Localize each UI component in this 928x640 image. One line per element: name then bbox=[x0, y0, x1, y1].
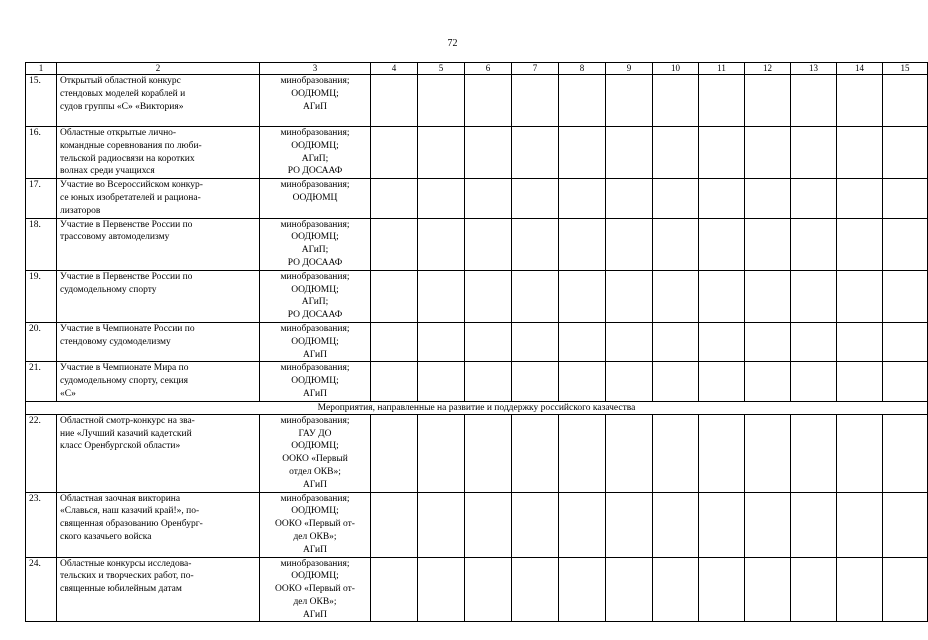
row-number: 16. bbox=[26, 127, 57, 179]
responsible-org-line: АГиП bbox=[303, 349, 327, 360]
header-cell: 10 bbox=[653, 63, 699, 75]
row-number: 22. bbox=[26, 414, 57, 492]
empty-cell bbox=[883, 322, 928, 361]
header-cell: 14 bbox=[837, 63, 883, 75]
responsible-org-line: минобразования; bbox=[280, 128, 350, 138]
empty-cell bbox=[465, 492, 512, 557]
event-name bbox=[57, 75, 260, 127]
responsible-org-line: АГиП bbox=[303, 544, 327, 555]
responsible-org-line: АГиП; bbox=[301, 245, 329, 256]
responsible-org-line: ГАУ ДО bbox=[298, 428, 332, 439]
empty-cell bbox=[512, 557, 559, 622]
empty-cell bbox=[606, 414, 653, 492]
responsible-org-line: АГиП; bbox=[301, 153, 329, 164]
responsible-org-line: АГиП bbox=[303, 388, 327, 399]
responsible-org-line: минобразования; bbox=[280, 323, 350, 334]
responsible-org-line: АГиП; bbox=[301, 297, 329, 308]
responsible-org-line: минобразования; bbox=[280, 76, 350, 86]
event-name-line: судомодельному спорту, секция bbox=[60, 376, 188, 387]
empty-cell bbox=[371, 492, 418, 557]
empty-cell bbox=[559, 322, 606, 361]
event-name-line: «Славься, наш казачий край!», по- bbox=[60, 506, 200, 517]
event-name bbox=[57, 127, 260, 179]
table-row bbox=[26, 75, 928, 127]
empty-cell bbox=[559, 75, 606, 127]
event-name-line: трассовому автомоделизму bbox=[60, 232, 170, 243]
empty-cell bbox=[559, 557, 606, 622]
empty-cell bbox=[465, 322, 512, 361]
responsible-orgs bbox=[260, 75, 371, 127]
event-name bbox=[57, 270, 260, 322]
empty-cell bbox=[465, 179, 512, 218]
responsible-org-line: минобразования; bbox=[280, 493, 350, 504]
row-number: 15. bbox=[26, 75, 57, 127]
header-cell: 9 bbox=[606, 63, 653, 75]
empty-cell bbox=[699, 362, 745, 401]
empty-cell bbox=[559, 492, 606, 557]
empty-cell bbox=[418, 179, 465, 218]
responsible-orgs bbox=[260, 362, 371, 401]
event-name-line: Участие в Чемпионате России по bbox=[60, 323, 195, 334]
responsible-org-line: ООКО «Первый от- bbox=[275, 519, 355, 530]
empty-cell bbox=[791, 322, 837, 361]
event-name-line: стендовых моделей кораблей и bbox=[60, 88, 186, 99]
empty-cell bbox=[559, 179, 606, 218]
responsible-org-line: ООДЮМЦ; bbox=[291, 571, 339, 582]
event-name-line: волнах среди учащихся bbox=[60, 166, 155, 177]
empty-cell bbox=[791, 75, 837, 127]
event-name-line: священные юбилейным датам bbox=[60, 584, 182, 595]
responsible-org-line: АГиП bbox=[303, 479, 327, 490]
empty-cell bbox=[699, 414, 745, 492]
empty-cell bbox=[371, 557, 418, 622]
event-name-line: судов группы «С» «Виктория» bbox=[60, 101, 184, 112]
responsible-org-line: минобразования; bbox=[280, 271, 350, 282]
empty-cell bbox=[512, 414, 559, 492]
header-cell: 4 bbox=[371, 63, 418, 75]
empty-cell bbox=[653, 322, 699, 361]
header-cell: 1 bbox=[26, 63, 57, 75]
empty-cell bbox=[837, 179, 883, 218]
empty-cell bbox=[371, 414, 418, 492]
event-name bbox=[57, 218, 260, 270]
event-name-line: Участие в Чемпионате Мира по bbox=[60, 363, 189, 374]
empty-cell bbox=[512, 362, 559, 401]
empty-cell bbox=[371, 127, 418, 179]
row-number: 17. bbox=[26, 179, 57, 218]
empty-cell bbox=[653, 362, 699, 401]
responsible-org-line: ООКО «Первый от- bbox=[275, 584, 355, 595]
row-number: 24. bbox=[26, 557, 57, 622]
empty-cell bbox=[653, 270, 699, 322]
event-name bbox=[57, 414, 260, 492]
event-name-line: Областная заочная викторина bbox=[60, 493, 181, 504]
responsible-org-line: ООДЮМЦ; bbox=[291, 284, 339, 295]
empty-cell bbox=[837, 218, 883, 270]
empty-cell bbox=[883, 492, 928, 557]
empty-cell bbox=[883, 557, 928, 622]
empty-cell bbox=[837, 322, 883, 361]
empty-cell bbox=[837, 75, 883, 127]
responsible-org-line: дел ОКВ»; bbox=[293, 531, 337, 542]
event-name bbox=[57, 362, 260, 401]
empty-cell bbox=[512, 218, 559, 270]
empty-cell bbox=[512, 179, 559, 218]
event-name-line: Участие в Первенстве России по bbox=[60, 271, 193, 282]
responsible-org-line: минобразования; bbox=[280, 558, 350, 569]
empty-cell bbox=[418, 270, 465, 322]
table-row bbox=[26, 362, 928, 401]
empty-cell bbox=[371, 218, 418, 270]
empty-cell bbox=[418, 414, 465, 492]
event-name-line: лизаторов bbox=[60, 205, 101, 216]
header-cell: 5 bbox=[418, 63, 465, 75]
header-cell: 2 bbox=[57, 63, 260, 75]
header-cell: 12 bbox=[745, 63, 791, 75]
event-name-line: Областной смотр-конкурс на зва- bbox=[60, 415, 195, 426]
activities-table bbox=[25, 62, 928, 622]
responsible-org-line: ООДЮМЦ; bbox=[291, 336, 339, 347]
empty-cell bbox=[465, 75, 512, 127]
event-name bbox=[57, 322, 260, 361]
empty-cell bbox=[745, 179, 791, 218]
empty-cell bbox=[699, 322, 745, 361]
table-row bbox=[26, 322, 928, 361]
empty-cell bbox=[418, 362, 465, 401]
empty-cell bbox=[883, 127, 928, 179]
empty-cell bbox=[791, 270, 837, 322]
responsible-orgs bbox=[260, 557, 371, 622]
empty-cell bbox=[837, 557, 883, 622]
empty-cell bbox=[418, 492, 465, 557]
empty-cell bbox=[699, 270, 745, 322]
row-number: 20. bbox=[26, 322, 57, 361]
empty-cell bbox=[883, 75, 928, 127]
header-cell: 6 bbox=[465, 63, 512, 75]
responsible-org-line: отдел ОКВ»; bbox=[289, 466, 341, 477]
empty-cell bbox=[699, 75, 745, 127]
empty-cell bbox=[418, 557, 465, 622]
empty-cell bbox=[559, 270, 606, 322]
empty-cell bbox=[371, 75, 418, 127]
row-number: 23. bbox=[26, 492, 57, 557]
empty-cell bbox=[653, 557, 699, 622]
event-name-line: Областные открытые лично- bbox=[60, 128, 177, 138]
empty-cell bbox=[559, 218, 606, 270]
empty-cell bbox=[883, 218, 928, 270]
empty-cell bbox=[512, 270, 559, 322]
empty-cell bbox=[745, 127, 791, 179]
table-row bbox=[26, 414, 928, 492]
empty-cell bbox=[653, 127, 699, 179]
empty-cell bbox=[465, 362, 512, 401]
empty-cell bbox=[465, 218, 512, 270]
responsible-org-line: РО ДОСААФ bbox=[287, 310, 343, 321]
empty-cell bbox=[512, 127, 559, 179]
empty-cell bbox=[791, 362, 837, 401]
responsible-orgs bbox=[260, 270, 371, 322]
empty-cell bbox=[745, 322, 791, 361]
responsible-org-line: ООКО «Первый bbox=[282, 454, 348, 465]
empty-cell bbox=[883, 414, 928, 492]
empty-cell bbox=[653, 414, 699, 492]
empty-cell bbox=[745, 270, 791, 322]
empty-cell bbox=[837, 270, 883, 322]
empty-cell bbox=[837, 492, 883, 557]
empty-cell bbox=[745, 75, 791, 127]
empty-cell bbox=[745, 414, 791, 492]
empty-cell bbox=[465, 414, 512, 492]
empty-cell bbox=[418, 75, 465, 127]
empty-cell bbox=[745, 218, 791, 270]
empty-cell bbox=[465, 270, 512, 322]
header-cell: 11 bbox=[699, 63, 745, 75]
responsible-orgs bbox=[260, 492, 371, 557]
empty-cell bbox=[465, 127, 512, 179]
empty-cell bbox=[371, 270, 418, 322]
empty-cell bbox=[653, 218, 699, 270]
responsible-org-line: минобразования; bbox=[280, 180, 350, 191]
empty-cell bbox=[883, 362, 928, 401]
row-number: 19. bbox=[26, 270, 57, 322]
event-name-line: ского казачьего войска bbox=[60, 531, 152, 542]
table-row bbox=[26, 218, 928, 270]
page-number: 72 bbox=[447, 38, 458, 49]
header-row bbox=[26, 63, 928, 75]
header-cell: 15 bbox=[883, 63, 928, 75]
event-name bbox=[57, 179, 260, 218]
event-name-line: Участие в Первенстве России по bbox=[60, 219, 193, 230]
empty-cell bbox=[837, 127, 883, 179]
row-number: 21. bbox=[26, 362, 57, 401]
event-name-line: священная образованию Оренбург- bbox=[60, 519, 203, 530]
event-name bbox=[57, 557, 260, 622]
empty-cell bbox=[883, 179, 928, 218]
event-name-line: Участие во Всероссийском конкур- bbox=[60, 180, 203, 191]
event-name-line: судомодельному спорту bbox=[60, 284, 157, 295]
empty-cell bbox=[512, 75, 559, 127]
empty-cell bbox=[791, 179, 837, 218]
empty-cell bbox=[371, 322, 418, 361]
section-title: Мероприятия, направленные на развитие и поддержку российского казачества bbox=[26, 401, 928, 414]
header-cell: 7 bbox=[512, 63, 559, 75]
empty-cell bbox=[418, 322, 465, 361]
empty-cell bbox=[606, 127, 653, 179]
empty-cell bbox=[371, 362, 418, 401]
responsible-org-line: АГиП bbox=[303, 609, 327, 620]
empty-cell bbox=[791, 218, 837, 270]
event-name-line: стендовому судомоделизму bbox=[60, 336, 171, 347]
header-cell: 8 bbox=[559, 63, 606, 75]
table-row bbox=[26, 127, 928, 179]
responsible-orgs bbox=[260, 414, 371, 492]
header-cell: 3 bbox=[260, 63, 371, 75]
empty-cell bbox=[606, 492, 653, 557]
responsible-orgs bbox=[260, 127, 371, 179]
empty-cell bbox=[606, 75, 653, 127]
event-name-line: командные соревнования по люби- bbox=[60, 140, 202, 151]
header-cell: 13 bbox=[791, 63, 837, 75]
responsible-org-line: АГиП bbox=[303, 101, 327, 112]
event-name-line: класс Оренбургской области» bbox=[60, 441, 181, 452]
empty-cell bbox=[653, 492, 699, 557]
empty-cell bbox=[606, 362, 653, 401]
empty-cell bbox=[837, 414, 883, 492]
responsible-org-line: РО ДОСААФ bbox=[287, 257, 343, 268]
empty-cell bbox=[512, 322, 559, 361]
empty-cell bbox=[559, 362, 606, 401]
table-row bbox=[26, 179, 928, 218]
responsible-org-line: ООДЮМЦ bbox=[292, 192, 338, 203]
responsible-org-line: ООДЮМЦ; bbox=[291, 88, 339, 99]
empty-cell bbox=[418, 127, 465, 179]
empty-cell bbox=[791, 557, 837, 622]
responsible-orgs bbox=[260, 218, 371, 270]
empty-cell bbox=[418, 218, 465, 270]
event-name-line: тельских и творческих работ, по- bbox=[60, 571, 194, 582]
empty-cell bbox=[559, 127, 606, 179]
responsible-org-line: ООДЮМЦ; bbox=[291, 506, 339, 517]
responsible-org-line: РО ДОСААФ bbox=[287, 166, 343, 177]
event-name-line: се юных изобретателей и рациона- bbox=[60, 192, 201, 203]
empty-cell bbox=[699, 557, 745, 622]
event-name-line: ние «Лучший казачий кадетский bbox=[60, 428, 192, 439]
empty-cell bbox=[512, 492, 559, 557]
empty-cell bbox=[606, 322, 653, 361]
responsible-org-line: дел ОКВ»; bbox=[293, 596, 337, 607]
empty-cell bbox=[606, 218, 653, 270]
event-name-line: Областные конкурсы исследова- bbox=[60, 558, 192, 569]
empty-cell bbox=[883, 270, 928, 322]
empty-cell bbox=[559, 414, 606, 492]
empty-cell bbox=[699, 127, 745, 179]
empty-cell bbox=[606, 179, 653, 218]
responsible-org-line: ООДЮМЦ; bbox=[291, 441, 339, 452]
table-row bbox=[26, 557, 928, 622]
responsible-org-line: минобразования; bbox=[280, 363, 350, 374]
responsible-orgs bbox=[260, 322, 371, 361]
empty-cell bbox=[465, 557, 512, 622]
responsible-orgs bbox=[260, 179, 371, 218]
table-row bbox=[26, 270, 928, 322]
empty-cell bbox=[791, 127, 837, 179]
event-name bbox=[57, 492, 260, 557]
empty-cell bbox=[606, 557, 653, 622]
event-name-line: Открытый областной конкурс bbox=[60, 76, 181, 86]
empty-cell bbox=[653, 179, 699, 218]
table-row bbox=[26, 492, 928, 557]
empty-cell bbox=[699, 218, 745, 270]
section-row bbox=[26, 401, 928, 414]
empty-cell bbox=[699, 179, 745, 218]
empty-cell bbox=[745, 492, 791, 557]
row-number: 18. bbox=[26, 218, 57, 270]
empty-cell bbox=[791, 492, 837, 557]
responsible-org-line: ООДЮМЦ; bbox=[291, 232, 339, 243]
empty-cell bbox=[745, 557, 791, 622]
responsible-org-line: минобразования; bbox=[280, 415, 350, 426]
responsible-org-line: минобразования; bbox=[280, 219, 350, 230]
empty-cell bbox=[606, 270, 653, 322]
empty-cell bbox=[699, 492, 745, 557]
empty-cell bbox=[791, 414, 837, 492]
empty-cell bbox=[837, 362, 883, 401]
empty-cell bbox=[653, 75, 699, 127]
responsible-org-line: ООДЮМЦ; bbox=[291, 140, 339, 151]
empty-cell bbox=[745, 362, 791, 401]
event-name-line: «С» bbox=[60, 388, 76, 399]
event-name-line: тельской радиосвязи на коротких bbox=[60, 153, 195, 164]
responsible-org-line: ООДЮМЦ; bbox=[291, 376, 339, 387]
empty-cell bbox=[371, 179, 418, 218]
